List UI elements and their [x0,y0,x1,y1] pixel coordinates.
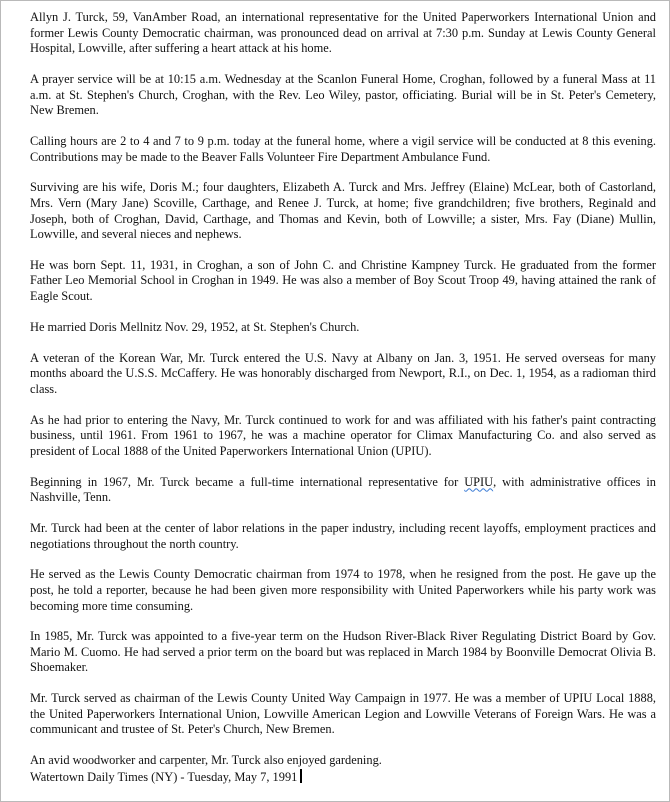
paragraph-labor-relations: Mr. Turck had been at the center of labor relations in the paper industry, including recent layoffs, employment practices and negotiations throughout the north country. [30,520,656,551]
paragraph-career-upiu-text-a: Beginning in 1967, Mr. Turck became a full-time international representative for [30,474,465,489]
paragraph-survivors: Surviving are his wife, Doris M.; four daughters, Elizabeth A. Turck and Mrs. Jeffrey (Elaine) McLear, both of Castorland, Mrs. Vern (Mary Jane) Scoville, Carthage, and Renee J. Turck, at home; five grandchildren; five brothers, Reginald and Joseph, both of Croghan, David, Carthage, and Thomas and Kevin, both of Lowville; a sister, Mrs. Fay (Diane) Mullin, Lowville, and several nieces and nephews. [30,180,656,242]
source-line [30,769,656,786]
paragraph-regulating-board: In 1985, Mr. Turck was appointed to a five-year term on the Hudson River-Black River Regulating District Board by Gov. Mario M. Cuomo. He had served a prior term on the board but was replaced in March 1984 by Boonville Democrat Olivia B. Shoemaker. [30,629,656,675]
text-cursor [300,769,302,783]
paragraph-death-notice: Allyn J. Turck, 59, VanAmber Road, an international representative for the United Paperworkers International Union and former Lewis County Democratic chairman, was pronounced dead on arrival at 7:30 p.m. Sunday at Lewis County General Hospital, Lowville, after suffering a heart attack at his home. [30,10,656,56]
paragraph-calling-hours: Calling hours are 2 to 4 and 7 to 9 p.m. today at the funeral home, where a vigil service will be conducted at 8 this evening. Contributions may be made to the Beaver Falls Volunteer Fire Department Ambulance Fund. [30,133,656,164]
paragraph-services: A prayer service will be at 10:15 a.m. Wednesday at the Scanlon Funeral Home, Croghan, followed by a funeral Mass at 11 a.m. at St. Stephen's Church, Croghan, with the Rev. Leo Wiley, pastor, officiating. Burial will be in St. Peter's Cemetery, New Bremen. [30,71,656,118]
paragraph-marriage: He married Doris Mellnitz Nov. 29, 1952, at St. Stephen's Church. [30,319,360,334]
paragraph-career-early: As he had prior to entering the Navy, Mr. Turck continued to work for and was affiliated with his father's paint contracting business, until 1961. From 1961 to 1967, he was a machine operator for Climax Manufacturing Co. and also served as president of Local 1888 of the United Paperworkers International Union (UPIU). [30,412,656,458]
spellcheck-flagged-word[interactable]: UPIU [464,474,494,489]
paragraph-democratic-chair: He served as the Lewis County Democratic chairman from 1974 to 1978, when he resigned from the post. He gave up the post, he told a reporter, because he had been given more responsibility with United Paperworkers while his party work was becoming more time consuming. [30,567,656,613]
paragraph-career-upiu-text-b: , with administrative offices in Nashville, Tenn. [30,474,656,505]
paragraph-hobbies: An avid woodworker and carpenter, Mr. Turck also enjoyed gardening. [30,753,382,768]
paragraph-military: A veteran of the Korean War, Mr. Turck entered the U.S. Navy at Albany on Jan. 3, 1951. He served overseas for many months aboard the U.S.S. McCaffery. He was honorably discharged from Newport, R.I., on Dec. 1, 1954, as a radioman third class. [30,350,656,396]
source-citation: Watertown Daily Times (NY) - Tuesday, May 7, 1991 [30,769,298,784]
paragraph-career-upiu [30,475,656,506]
document-body[interactable] [30,10,656,785]
paragraph-birth-education: He was born Sept. 11, 1931, in Croghan, a son of John C. and Christine Kampney Turck. He graduated from the former Father Leo Memorial School in Croghan in 1949. He was also a member of Boy Scout Troop 49, having attained the rank of Eagle Scout. [30,257,656,304]
paragraph-memberships: Mr. Turck served as chairman of the Lewis County United Way Campaign in 1977. He was a member of UPIU Local 1888, the United Paperworkers International Union, Lowville American Legion and Lowville Veterans of Foreign Wars. He was a communicant and trustee of St. Peter's Church, New Bremen. [30,691,656,737]
